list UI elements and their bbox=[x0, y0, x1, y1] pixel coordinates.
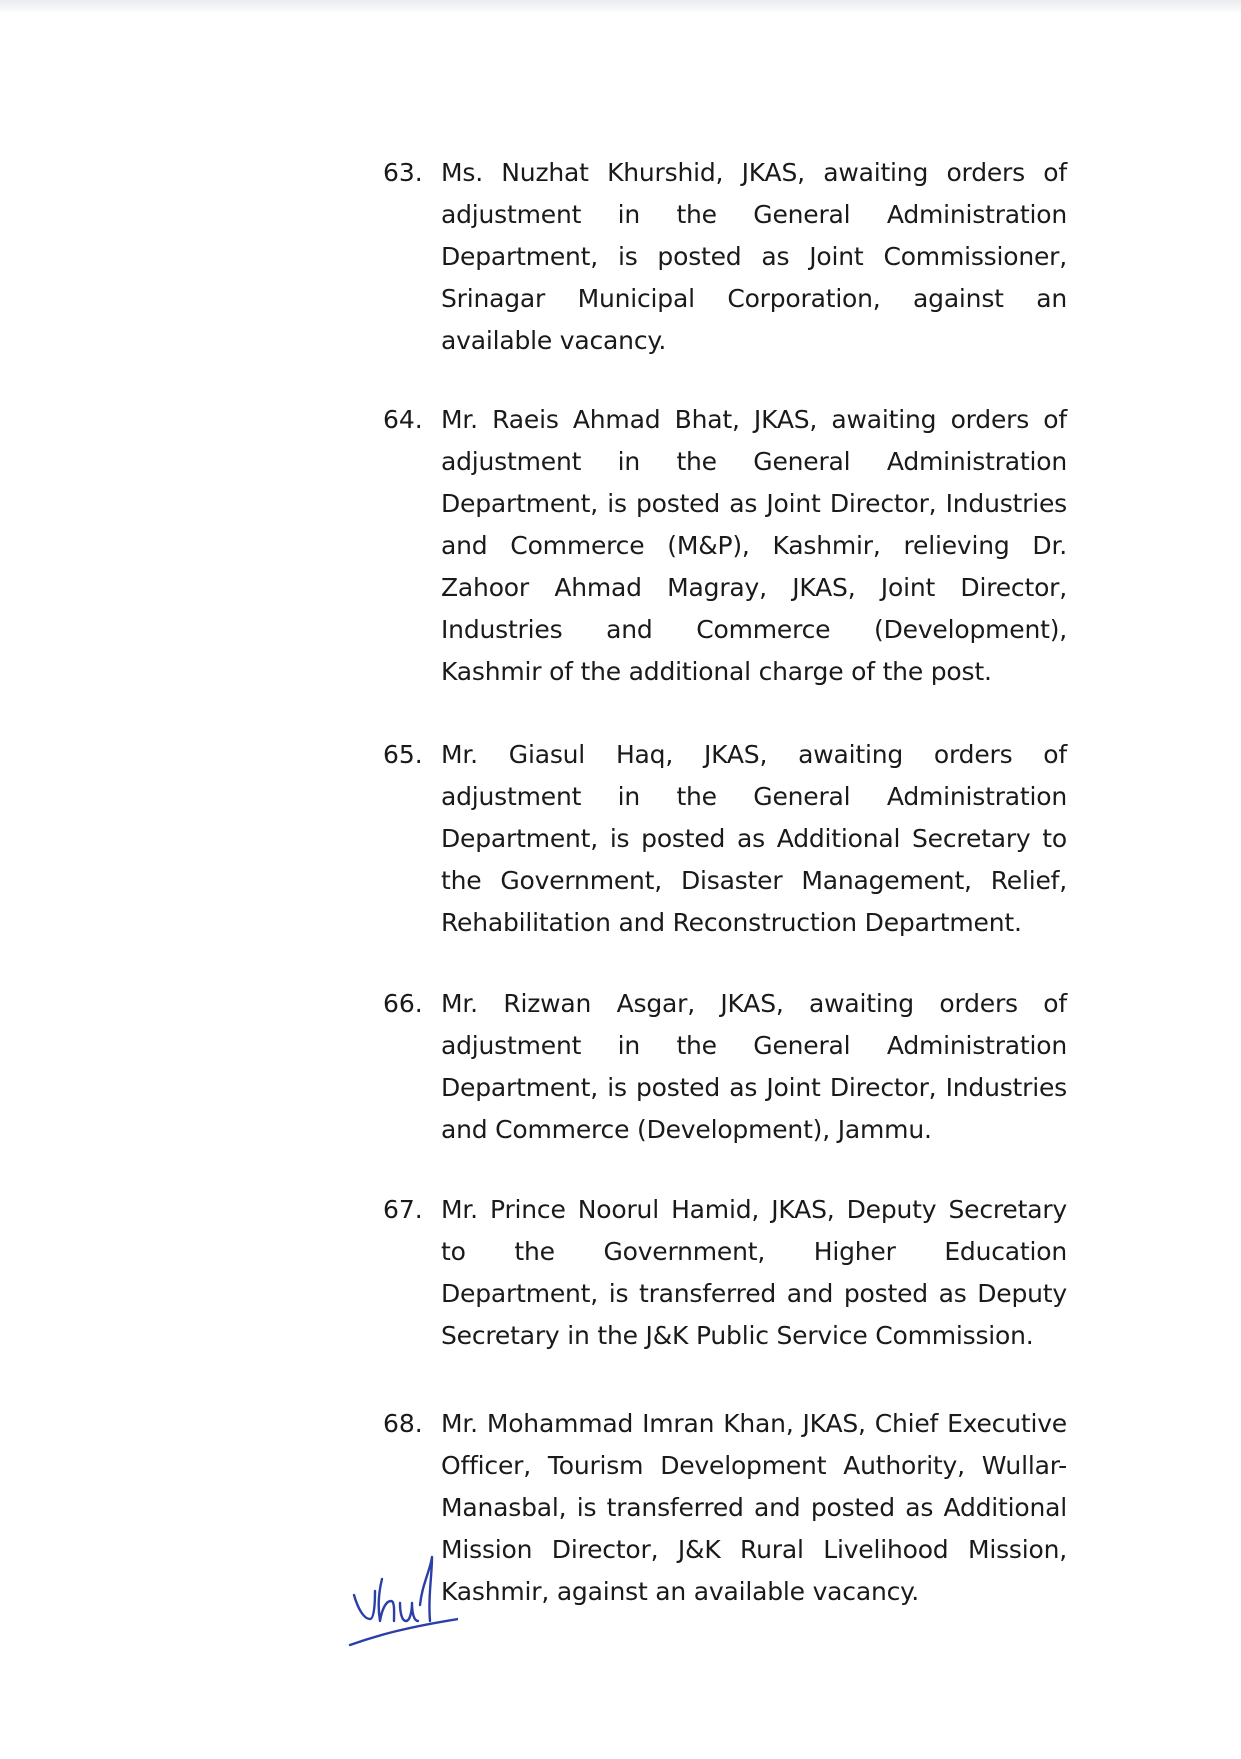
item-number: 67. bbox=[383, 1195, 423, 1224]
item-number: 66. bbox=[383, 989, 423, 1018]
item-number: 63. bbox=[383, 158, 423, 187]
item-text: Mr. Raeis Ahmad Bhat, JKAS, awaiting orders of adjustment in the General Administration Department, is posted as Joint Director, Industries and Commerce (M&P), Kashmir, relieving Dr. Zahoor Ahmad Magray, JKAS, Joint Director, Industries and Commerce (Development), Kashmir of the additional charge of the post. bbox=[441, 405, 1067, 686]
item-number: 68. bbox=[383, 1409, 423, 1438]
item-text: Mr. Giasul Haq, JKAS, awaiting orders of adjustment in the General Administration Department, is posted as Additional Secretary to the Government, Disaster Management, Relief, Rehabilitation and Reconstruction Department. bbox=[441, 740, 1067, 937]
item-text: Mr. Rizwan Asgar, JKAS, awaiting orders of adjustment in the General Administration Department, is posted as Joint Director, Industries and Commerce (Development), Jammu. bbox=[441, 989, 1067, 1144]
item-number: 64. bbox=[383, 405, 423, 434]
handwritten-signature bbox=[348, 1535, 458, 1655]
item-text: Ms. Nuzhat Khurshid, JKAS, awaiting orders of adjustment in the General Administration Department, is posted as Joint Commissioner, Srinagar Municipal Corporation, against an available vacancy. bbox=[441, 158, 1067, 355]
item-number: 65. bbox=[383, 740, 423, 769]
item-text: Mr. Prince Noorul Hamid, JKAS, Deputy Secretary to the Government, Higher Education Department, is transferred and posted as Deputy Secretary in the J&K Public Service Commission. bbox=[441, 1195, 1067, 1350]
item-text: Mr. Mohammad Imran Khan, JKAS, Chief Executive Officer, Tourism Development Authority, Wullar-Manasbal, is transferred and posted as Additional Mission Director, J&K Rural Livelihood Mission, Kashmir, against an available vacancy. bbox=[441, 1409, 1067, 1606]
